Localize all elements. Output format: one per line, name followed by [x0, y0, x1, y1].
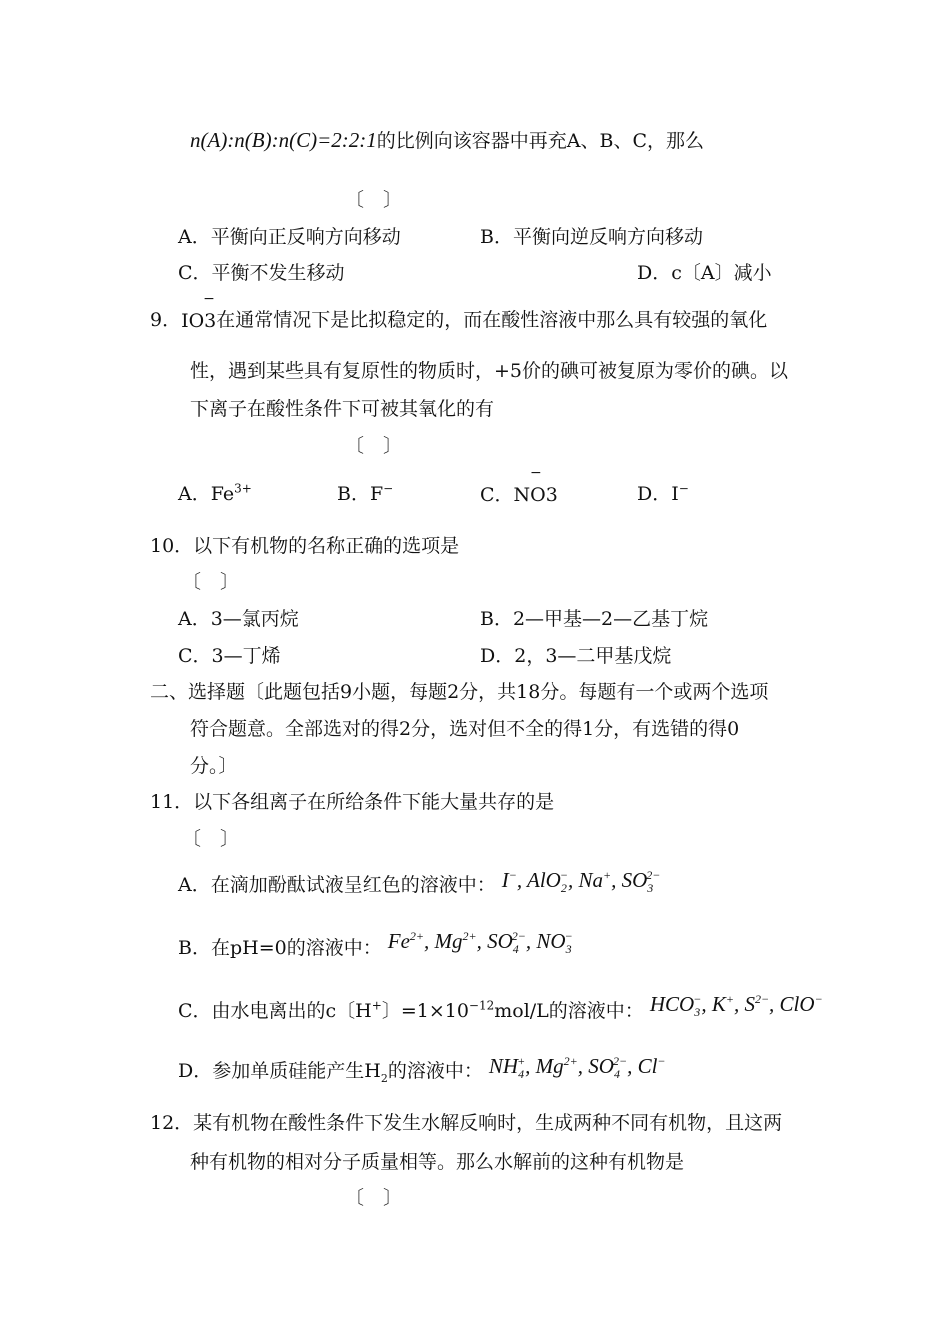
q8-option-a: A．平衡向正反响方向移动 [178, 226, 401, 248]
q12-answer-bracket: 〔 〕 [345, 1187, 403, 1209]
q9-option-c-text: C．NO3 [480, 483, 558, 506]
q9-stem-text1: 在通常情况下是比拟稳定的，而在酸性溶液中那么具有较强的氧化 [216, 309, 768, 331]
q9-stem-line3: 下离子在酸性条件下可被其氧化的有 [190, 398, 495, 420]
q11-option-c-text3: mol/L的溶液中： [494, 1000, 644, 1022]
q9-stem-line1 [150, 290, 768, 332]
q11-option-b [178, 929, 573, 960]
q9-iodate-formula: IO3 [181, 309, 217, 332]
q9-iodate-charge: − [203, 290, 215, 307]
q11-option-c-ions-rendered: $HCO_3^-$, K+, $S^{2-}$, ClO− [649, 992, 823, 1020]
q11-option-d: D．参加单质硅能产生$H_2$的溶液中： $NH_4^+$, $Mg^{2+}$, $SO_4^{2-}$, Cl− [178, 1054, 666, 1085]
q11-option-d-ions-rendered: $NH_4^+$, $Mg^{2+}$, $SO_4^{2-}$, Cl− [488, 1054, 666, 1082]
q9-option-a-text: A．Fe [178, 483, 235, 505]
section2-heading-line1: 二、选择题〔此题包括9小题，每题2分，共18分。每题有一个或两个选项 [150, 681, 769, 703]
q11-stem: 11．以下各组离子在所给条件下能大量共存的是 [150, 791, 555, 813]
q9-option-b-charge: − [383, 481, 394, 496]
q10-option-b: B．2—甲基—2—乙基丁烷 [480, 608, 709, 630]
section2-heading-line2: 符合题意。全部选对的得2分，选对但不全的得1分，有选错的得0 [190, 718, 740, 740]
q8-ratio-formula: n(A):n(B):n(C)=2:2:1 [190, 128, 377, 152]
q8-answer-bracket: 〔 〕 [345, 189, 403, 211]
q9-answer-bracket: 〔 〕 [345, 435, 403, 457]
q11-option-c-text: C．由水电离出的c〔H [178, 1000, 372, 1022]
q11-answer-bracket: 〔 〕 [182, 828, 240, 850]
q10-option-d: D．2，3—二甲基戊烷 [480, 645, 672, 667]
q11-option-a-ions-rendered: I−, AlO$_2$−, Na+, $SO_3^{2-}$ [501, 868, 661, 896]
q8-option-d: D．c〔A〕减小 [637, 262, 772, 284]
q9-number: 9． [150, 309, 182, 331]
q12-stem-line1: 12．某有机物在酸性条件下发生水解反响时，生成两种不同有机物，且这两 [150, 1112, 783, 1134]
q9-stem-line2: 性，遇到某些具有复原性的物质时，+5价的碘可被复原为零价的碘。以 [190, 360, 789, 382]
q11-option-c: C．由水电离出的c〔H+〕$=1\times 10^{-12}mol/L$的溶液中： $HCO_3^-$, K+, $S^{2-}$, ClO− [178, 992, 823, 1022]
q9-option-c [480, 464, 558, 506]
q9-option-d-charge: − [678, 481, 689, 496]
q11-option-d-text: D．参加单质硅能产生H [178, 1060, 381, 1082]
q11-option-a [178, 868, 661, 897]
q8-stem-tail: 的比例向该容器中再充A、B、C，那么 [376, 130, 704, 152]
q11-option-c-exponent: −12 [468, 998, 495, 1013]
q9-option-d-text: D．I [637, 483, 679, 505]
q10-stem: 10．以下有机物的名称正确的选项是 [150, 535, 460, 557]
q9-option-b-text: B．F [337, 483, 384, 505]
q9-option-a [178, 482, 252, 506]
q10-answer-bracket: 〔 〕 [182, 571, 240, 593]
q12-stem-line2: 种有机物的相对分子质量相等。那么水解前的这种有机物是 [190, 1151, 685, 1173]
q8-stem-line [190, 128, 704, 153]
q9-iodate-ion [181, 290, 217, 332]
section2-heading-line3: 分。〕 [190, 755, 238, 777]
q11-option-c-text2: 〕=1×10 [381, 1000, 469, 1022]
q11-option-b-text: B．在pH=0的溶液中： [178, 937, 382, 959]
q8-option-b: B．平衡向逆反响方向移动 [480, 226, 703, 248]
q11-option-a-text: A．在滴加酚酞试液呈红色的溶液中： [178, 874, 496, 896]
q9-option-d [637, 482, 689, 506]
q9-option-b [337, 482, 393, 506]
q11-option-b-ions-rendered: $Fe^{2+}$, $Mg^{2+}$, $SO_4^{2-}$, $NO_3^-$ [387, 929, 573, 957]
q10-option-c: C．3—丁烯 [178, 645, 281, 667]
q9-option-c-charge: − [530, 464, 542, 481]
q11-option-d-text2: 的溶液中： [387, 1060, 483, 1082]
q10-option-a: A．3—氯丙烷 [178, 608, 299, 630]
q9-option-a-charge: 3+ [234, 481, 252, 496]
q9-option-c-ion [480, 464, 558, 506]
q8-option-c: C．平衡不发生移动 [178, 262, 345, 284]
